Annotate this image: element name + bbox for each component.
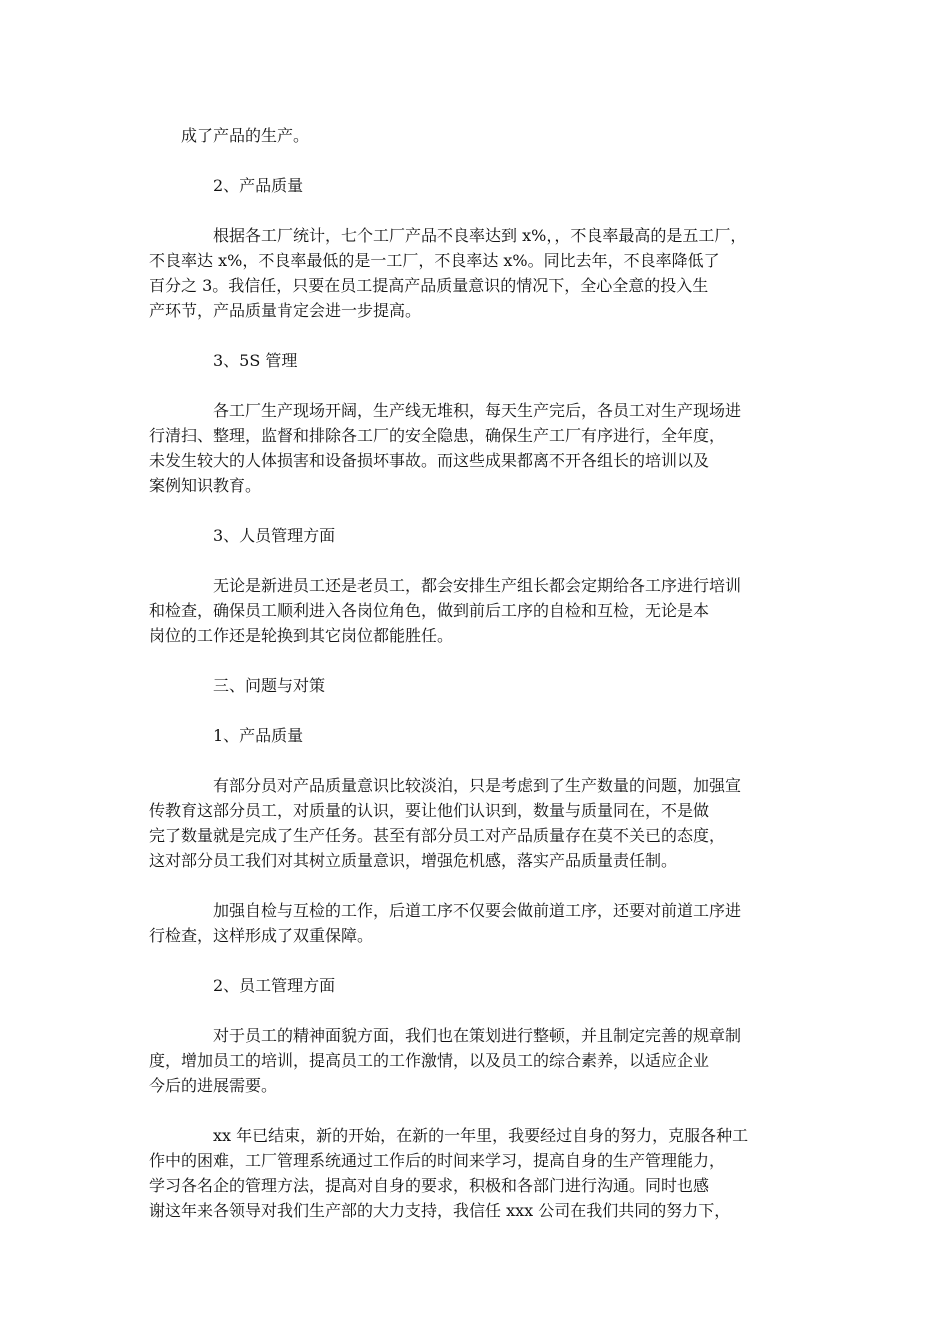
paragraph-line: 百分之 3。我信任，只要在员工提高产品质量意识的情况下，全心全意的投入生 (149, 276, 709, 295)
paragraph-line: 度，增加员工的培训，提高员工的工作激情，以及员工的综合素养，以适应企业 (149, 1051, 710, 1070)
heading-product-quality: 2、产品质量 (213, 176, 304, 195)
paragraph-line: 谢这年来各领导对我们生产部的大力支持，我信任 xxx 公司在我们共同的努力下， (149, 1201, 731, 1220)
heading-personnel: 3、人员管理方面 (213, 526, 336, 545)
heading-problem-quality: 1、产品质量 (213, 726, 304, 745)
paragraph-line: 加强自检与互检的工作，后道工序不仅要会做前道工序，还要对前道工序进 (213, 901, 742, 920)
paragraph-staff (149, 1023, 781, 1098)
paragraph-line: 无论是新进员工还是老员工，都会安排生产组长都会定期给各工序进行培训 (213, 576, 742, 595)
paragraph-line: 学习各名企的管理方法，提高对自身的要求，积极和各部门进行沟通。同时也感 (149, 1176, 710, 1195)
paragraph-line: 不良率达 x%，不良率最低的是一工厂，不良率达 x%。同比去年，不良率降低了 (149, 251, 720, 270)
heading-problems: 三、问题与对策 (213, 676, 326, 695)
paragraph-line: 对于员工的精神面貌方面，我们也在策划进行整顿，并且制定完善的规章制 (213, 1026, 742, 1045)
paragraph-closing (149, 1123, 781, 1223)
paragraph-line: 今后的进展需要。 (149, 1076, 278, 1095)
paragraph-line: 案例知识教育。 (149, 476, 262, 495)
paragraph-line: 各工厂生产现场开阔，生产线无堆积，每天生产完后，各员工对生产现场进 (213, 401, 742, 420)
paragraph-line: 行检查，这样形成了双重保障。 (149, 926, 374, 945)
paragraph-line: 根据各工厂统计，七个工厂产品不良率达到 x%，，不良率最高的是五工厂， (213, 226, 747, 245)
paragraph-inspection (149, 898, 781, 948)
paragraph-line: 完了数量就是完成了生产任务。甚至有部分员工对产品质量存在莫不关已的态度， (149, 826, 726, 845)
heading-5s: 3、5S 管理 (213, 351, 298, 370)
paragraph-quality (149, 223, 781, 323)
paragraph-problem-quality (149, 773, 781, 873)
paragraph-line: 产环节，产品质量肯定会进一步提高。 (149, 301, 422, 320)
paragraph-personnel (149, 573, 781, 648)
paragraph-line: 这对部分员工我们对其树立质量意识，增强危机感，落实产品质量责任制。 (149, 851, 678, 870)
paragraph-line: 有部分员对产品质量意识比较淡泊，只是考虑到了生产数量的问题，加强宣 (213, 776, 742, 795)
paragraph-line: 行清扫、整理，监督和排除各工厂的安全隐患，确保生产工厂有序进行，全年度， (149, 426, 726, 445)
paragraph-line: 作中的困难，工厂管理系统通过工作后的时间来学习，提高自身的生产管理能力， (149, 1151, 726, 1170)
heading-staff: 2、员工管理方面 (213, 976, 336, 995)
paragraph-5s (149, 398, 781, 498)
paragraph-line: 未发生较大的人体损害和设备损坏事故。而这些成果都离不开各组长的培训以及 (149, 451, 710, 470)
paragraph-line: xx 年已结束，新的开始，在新的一年里，我要经过自身的努力，克服各种工 (213, 1126, 749, 1145)
document-body (149, 123, 781, 1248)
continuation-text: 成了产品的生产。 (181, 126, 310, 145)
paragraph-line: 岗位的工作还是轮换到其它岗位都能胜任。 (149, 626, 454, 645)
paragraph-line: 和检查，确保员工顺利进入各岗位角色，做到前后工序的自检和互检，无论是本 (149, 601, 710, 620)
paragraph-line: 传教育这部分员工，对质量的认识，要让他们认识到，数量与质量同在，不是做 (149, 801, 710, 820)
